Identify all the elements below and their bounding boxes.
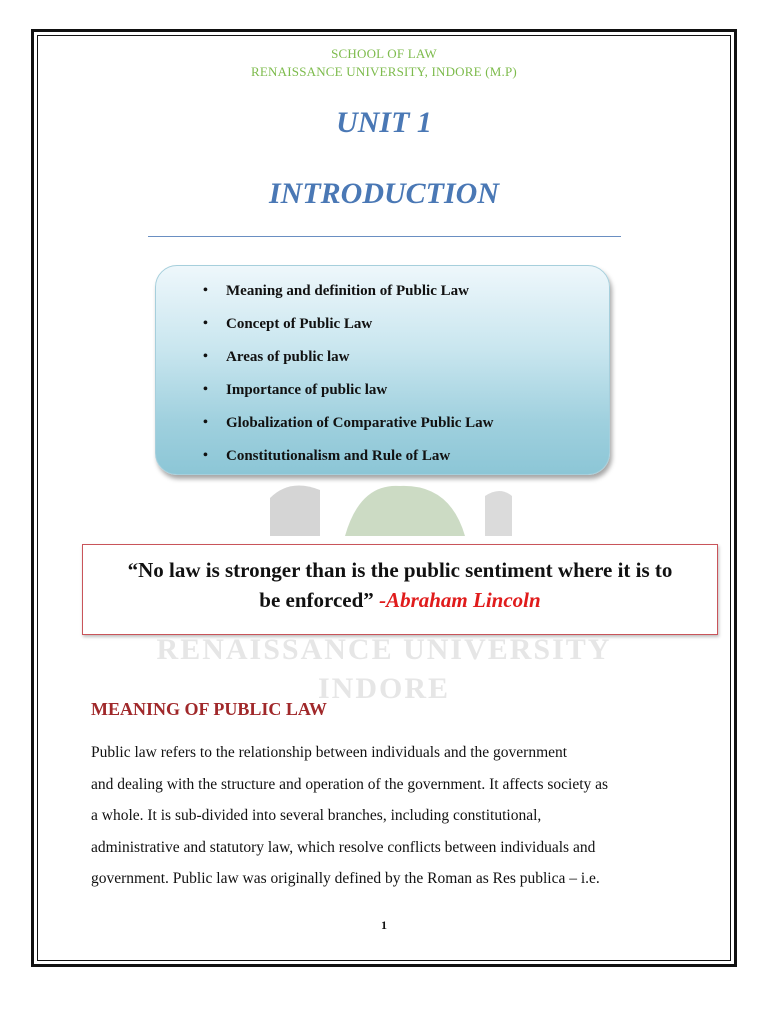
paragraph-line: Public law refers to the relationship between individuals and the government bbox=[91, 744, 568, 761]
quote-line-2-text: be enforced” bbox=[259, 588, 380, 612]
topic-label: Areas of public law bbox=[226, 349, 350, 365]
paragraph-line: government. Public law was originally defined by the Roman as Res publica – i.e. bbox=[91, 870, 600, 887]
watermark-text-city: INDORE bbox=[317, 672, 450, 705]
header-school: SCHOOL OF LAW bbox=[331, 46, 437, 61]
topics-list bbox=[203, 280, 494, 478]
paragraph-line: a whole. It is sub-divided into several branches, including constitutional, bbox=[91, 807, 542, 824]
paragraph-line: and dealing with the structure and operation of the government. It affects society as bbox=[91, 776, 609, 793]
quote-line-2 bbox=[83, 585, 717, 615]
topic-label: Importance of public law bbox=[226, 382, 388, 398]
title-divider bbox=[148, 236, 621, 237]
topic-item bbox=[203, 346, 494, 379]
bullet-icon: • bbox=[203, 283, 208, 298]
bullet-icon: • bbox=[203, 415, 208, 430]
quote-author: -Abraham Lincoln bbox=[379, 588, 541, 612]
header-university: RENAISSANCE UNIVERSITY, INDORE (M.P) bbox=[251, 64, 517, 79]
topic-item bbox=[203, 280, 494, 313]
watermark-text-university: RENAISSANCE UNIVERSITY bbox=[156, 633, 612, 666]
unit-number: UNIT 1 bbox=[336, 106, 432, 139]
bullet-icon: • bbox=[203, 316, 208, 331]
bullet-icon: • bbox=[203, 349, 208, 364]
topic-label: Constitutionalism and Rule of Law bbox=[226, 448, 451, 464]
unit-title: INTRODUCTION bbox=[268, 177, 499, 210]
topic-label: Concept of Public Law bbox=[226, 316, 373, 332]
page-number: 1 bbox=[381, 918, 387, 932]
topic-item bbox=[203, 412, 494, 445]
bullet-icon: • bbox=[203, 382, 208, 397]
paragraph-line: administrative and statutory law, which resolve conflicts between individuals and bbox=[91, 839, 596, 856]
watermark-logo-icon bbox=[250, 478, 520, 538]
quote-line-1: “No law is stronger than is the public sentiment where it is to bbox=[127, 558, 673, 582]
topic-item bbox=[203, 445, 494, 478]
topic-label: Globalization of Comparative Public Law bbox=[226, 415, 494, 431]
topic-label: Meaning and definition of Public Law bbox=[226, 283, 469, 299]
topic-item bbox=[203, 313, 494, 346]
bullet-icon: • bbox=[203, 448, 208, 463]
section-heading: MEANING OF PUBLIC LAW bbox=[91, 699, 327, 719]
topic-item bbox=[203, 379, 494, 412]
quote-box bbox=[82, 544, 718, 635]
topics-box bbox=[155, 265, 610, 475]
